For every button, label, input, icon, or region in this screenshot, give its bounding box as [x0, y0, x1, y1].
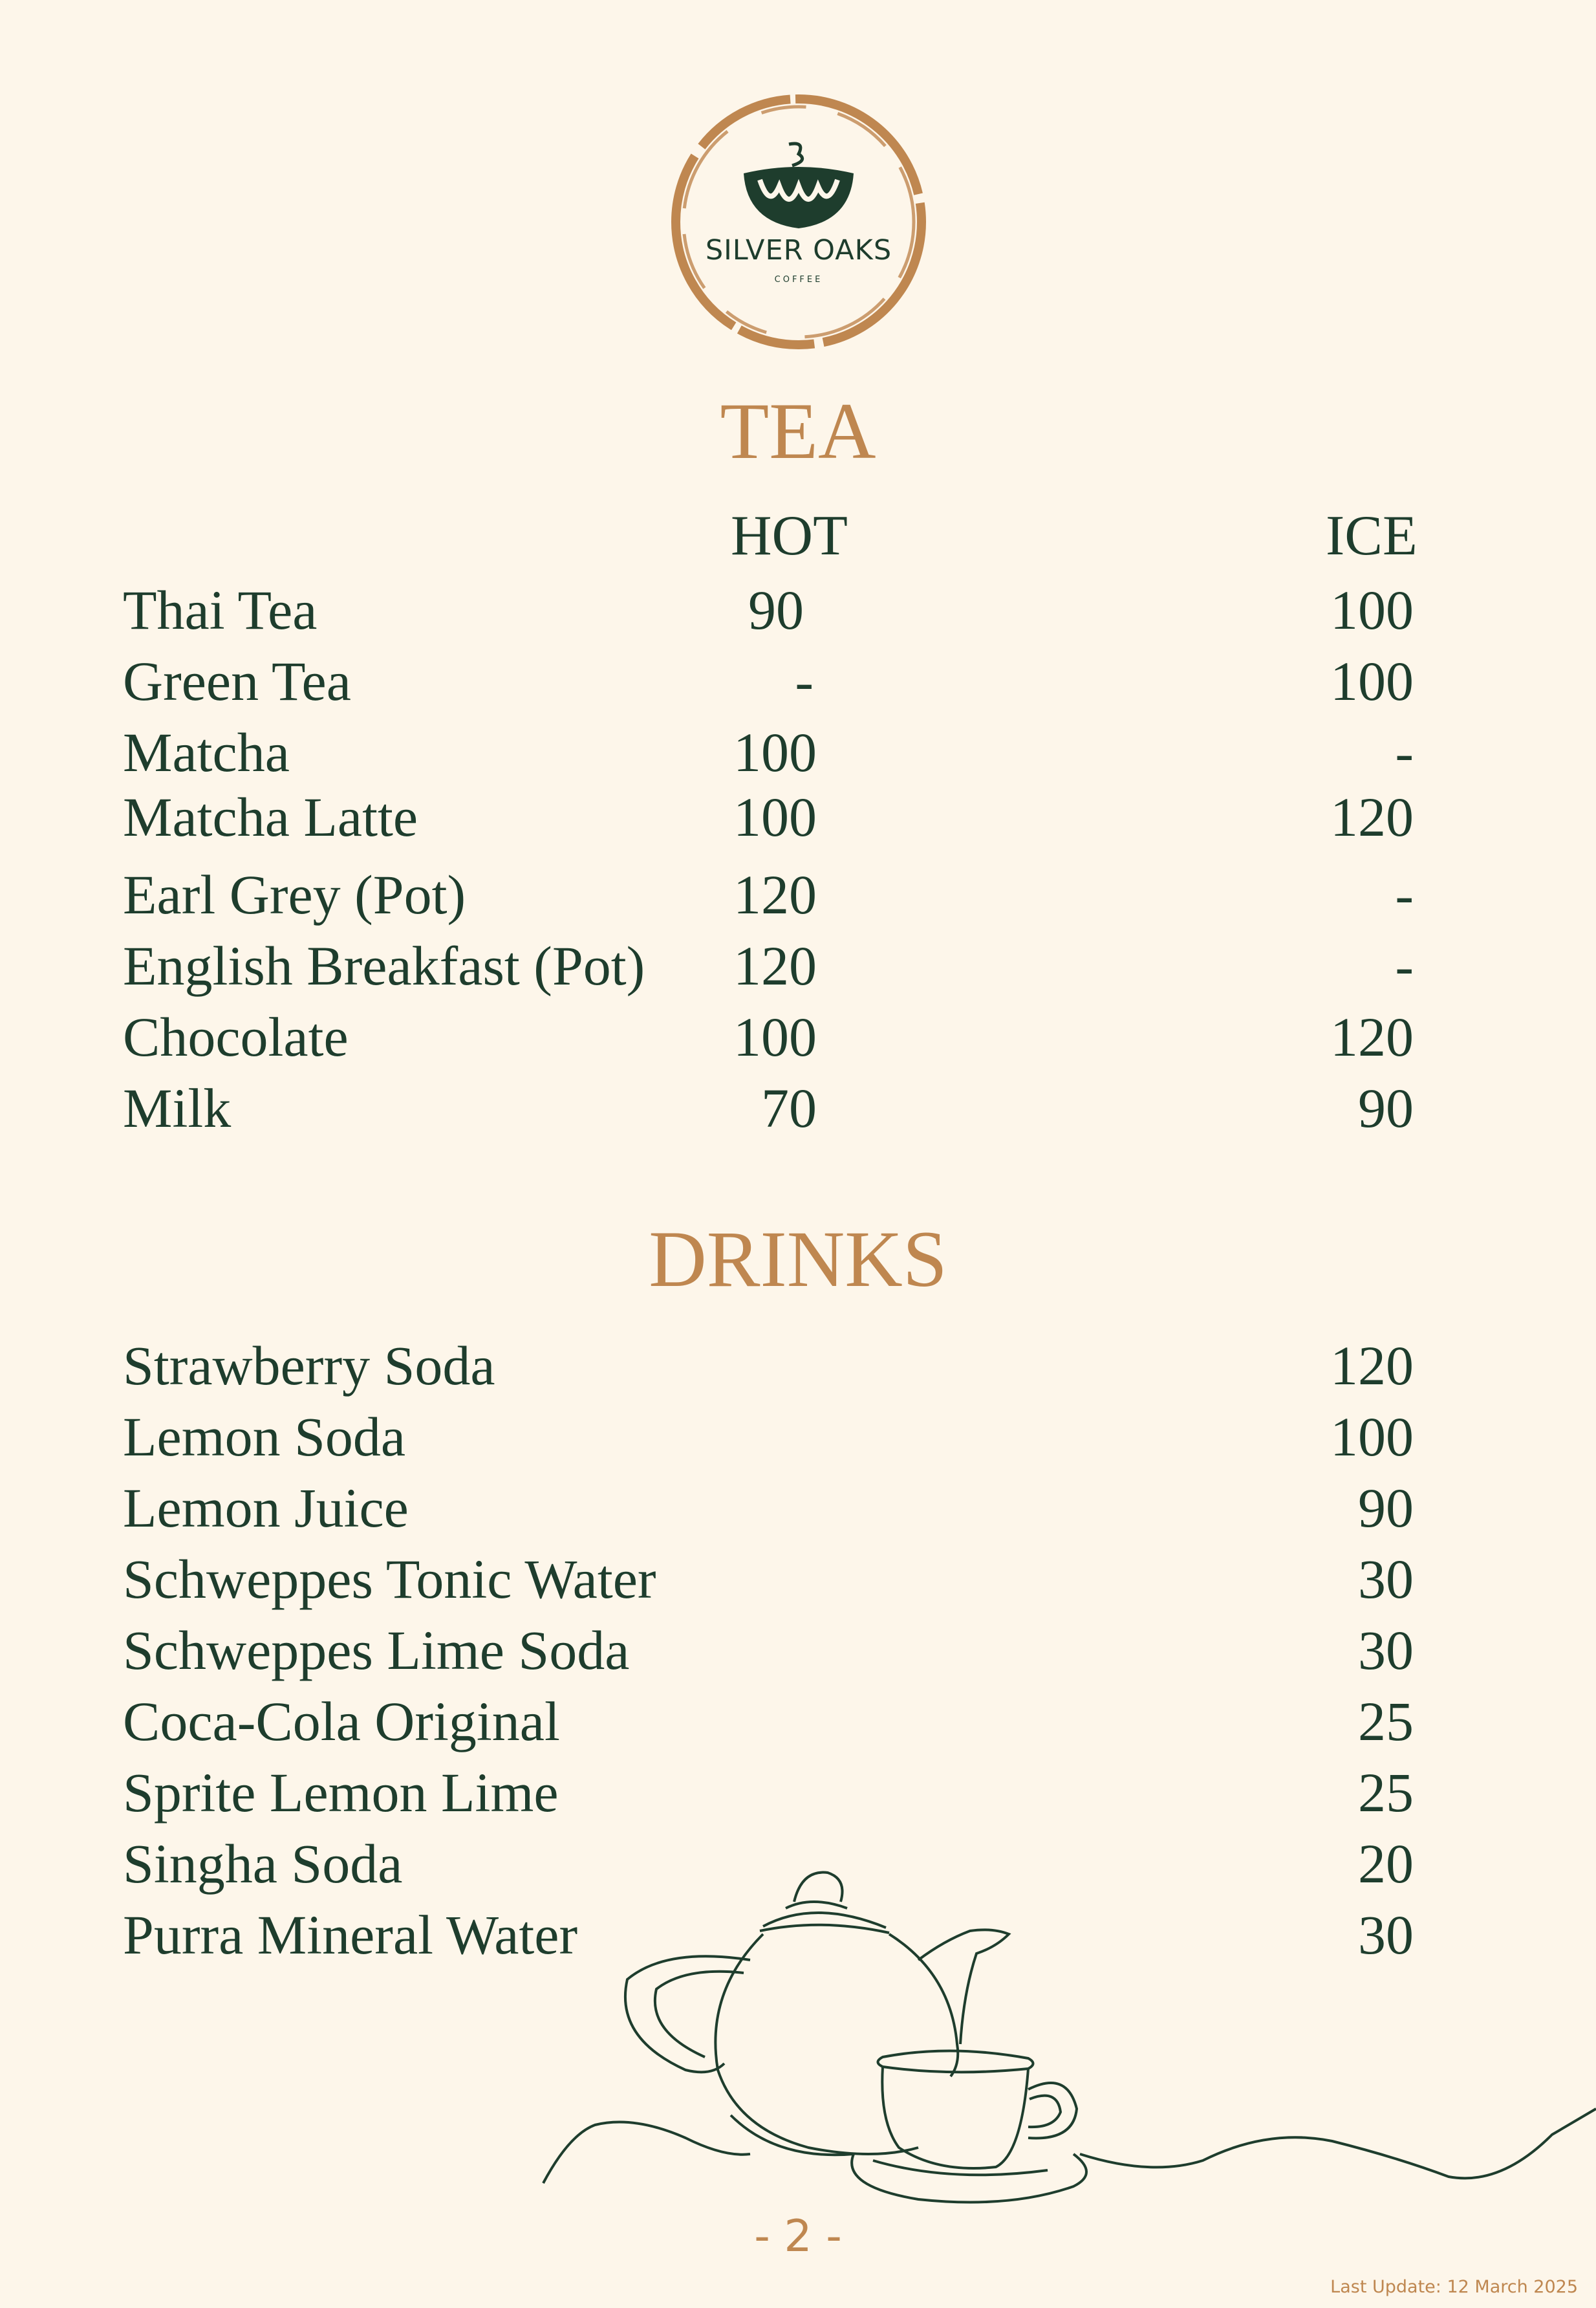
- drink-item-name: Strawberry Soda: [123, 1334, 495, 1397]
- drink-item-price: 25: [1358, 1761, 1414, 1824]
- tea-item-name: Matcha: [123, 721, 290, 783]
- drink-item-name: Schweppes Lime Soda: [123, 1619, 630, 1681]
- tea-item-hot-price: 90: [748, 579, 804, 641]
- tea-item-name: Earl Grey (Pot): [123, 864, 466, 926]
- brand-subtitle: COFFEE: [774, 275, 823, 285]
- tea-item-ice-price: 100: [1330, 650, 1414, 712]
- tea-item-hot-price: 100: [733, 721, 817, 783]
- drink-item-row: [0, 1334, 1596, 1409]
- drink-item-name: Coca-Cola Original: [123, 1690, 560, 1752]
- tea-item-row: [0, 935, 1596, 1009]
- tea-item-name: Green Tea: [123, 650, 351, 712]
- tea-item-row: [0, 1006, 1596, 1080]
- tea-item-row: [0, 721, 1596, 796]
- drink-item-price: 30: [1358, 1548, 1414, 1610]
- drink-item-price: 30: [1358, 1619, 1414, 1681]
- tea-item-row: [0, 864, 1596, 938]
- drink-item-row: [0, 1477, 1596, 1551]
- hot-column-header: HOT: [731, 505, 848, 567]
- last-update-text: Last Update: 12 March 2025: [1330, 2277, 1578, 2297]
- tea-item-hot-price: 120: [733, 864, 817, 926]
- drink-item-row: [0, 1619, 1596, 1693]
- drink-item-price: 20: [1358, 1833, 1414, 1895]
- drink-item-name: Sprite Lemon Lime: [123, 1761, 559, 1824]
- drink-item-row: [0, 1690, 1596, 1765]
- tea-item-row: [0, 650, 1596, 724]
- brand-name: SILVER OAKS: [705, 234, 892, 267]
- tea-item-name: Matcha Latte: [123, 786, 418, 848]
- tea-item-ice-price: -: [1395, 864, 1414, 926]
- drink-item-price: 90: [1358, 1477, 1414, 1539]
- tea-item-name: English Breakfast (Pot): [123, 935, 645, 997]
- tea-item-row: [0, 579, 1596, 653]
- drink-item-price: 25: [1358, 1690, 1414, 1752]
- tea-item-name: Chocolate: [123, 1006, 349, 1068]
- drink-item-row: [0, 1406, 1596, 1480]
- brand-logo-icon: [666, 89, 931, 354]
- drink-item-name: Singha Soda: [123, 1833, 403, 1895]
- tea-item-hot-price: 100: [733, 786, 817, 848]
- page-number: - 2 -: [754, 2211, 842, 2262]
- drink-item-name: Lemon Soda: [123, 1406, 406, 1468]
- tea-item-hot-price: 70: [761, 1077, 817, 1139]
- drink-item-row: [0, 1761, 1596, 1836]
- drink-item-name: Purra Mineral Water: [123, 1904, 578, 1966]
- tea-item-row: [0, 786, 1596, 860]
- ice-column-header: ICE: [1326, 505, 1418, 567]
- tea-item-hot-price: 100: [733, 1006, 817, 1068]
- drink-item-name: Lemon Juice: [123, 1477, 409, 1539]
- drinks-section-title: DRINKS: [649, 1215, 947, 1303]
- tea-item-ice-price: -: [1395, 721, 1414, 783]
- tea-item-name: Milk: [123, 1077, 232, 1139]
- tea-item-hot-price: 120: [733, 935, 817, 997]
- tea-item-ice-price: 90: [1358, 1077, 1414, 1139]
- drink-item-row: [0, 1548, 1596, 1622]
- tea-item-row: [0, 1077, 1596, 1151]
- drink-item-price: 120: [1330, 1334, 1414, 1397]
- tea-section-title: TEA: [720, 387, 876, 475]
- tea-item-ice-price: -: [1395, 935, 1414, 997]
- tea-item-ice-price: 120: [1330, 1006, 1414, 1068]
- tea-item-name: Thai Tea: [123, 579, 318, 641]
- drink-item-price: 100: [1330, 1406, 1414, 1468]
- tea-item-ice-price: 120: [1330, 786, 1414, 848]
- tea-item-ice-price: 100: [1330, 579, 1414, 641]
- tea-item-hot-price: -: [795, 650, 814, 712]
- drink-item-price: 30: [1358, 1904, 1414, 1966]
- teapot-and-cup-icon: [0, 1850, 1596, 2212]
- drink-item-name: Schweppes Tonic Water: [123, 1548, 656, 1610]
